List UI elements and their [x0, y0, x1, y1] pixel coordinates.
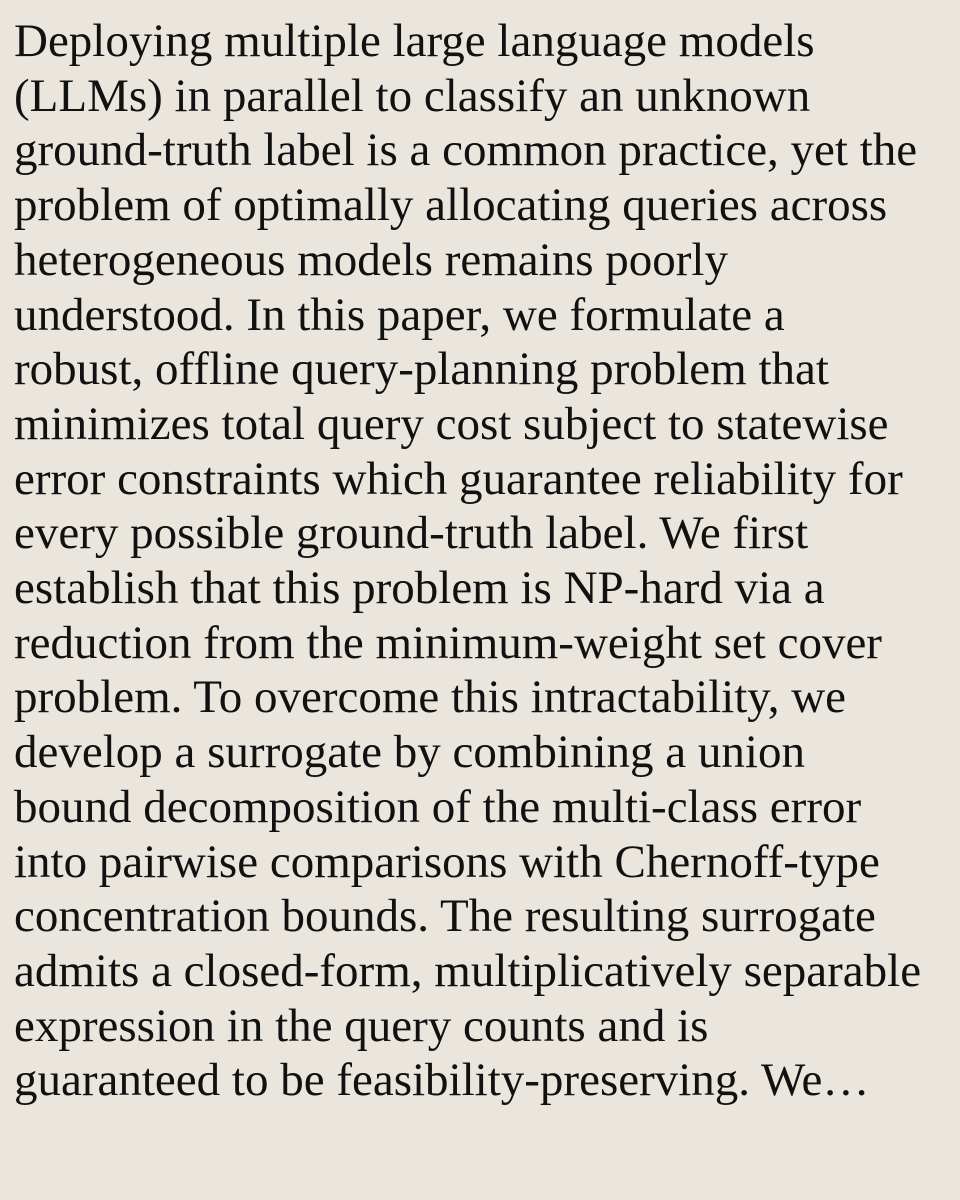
- abstract-line: problem. To overcome this intractability, we: [14, 671, 847, 724]
- abstract-line: understood. In this paper, we formulate a: [14, 288, 785, 341]
- abstract-line: develop a surrogate by combining a union: [14, 726, 805, 779]
- abstract-line: ground-truth label is a common practice, yet the: [14, 124, 918, 177]
- abstract-line: reduction from the minimum-weight set cover: [14, 616, 882, 669]
- abstract-line: into pairwise comparisons with Chernoff-type: [14, 835, 880, 888]
- abstract-line: problem of optimally allocating queries across: [14, 179, 888, 232]
- abstract-text: [14, 14, 954, 1108]
- abstract-line: (LLMs) in parallel to classify an unknown: [14, 69, 811, 122]
- abstract-line: robust, offline query-planning problem that: [14, 343, 829, 396]
- abstract-line: concentration bounds. The resulting surrogate: [14, 890, 876, 943]
- abstract-line: expression in the query counts and is: [14, 999, 709, 1052]
- abstract-line: bound decomposition of the multi-class error: [14, 780, 862, 833]
- abstract-line: error constraints which guarantee reliability for: [14, 452, 903, 505]
- abstract-line: guaranteed to be feasibility-preserving. We…: [14, 1054, 870, 1107]
- abstract-line: Deploying multiple large language models: [14, 15, 815, 67]
- abstract-line: minimizes total query cost subject to statewise: [14, 397, 889, 450]
- abstract-line: admits a closed-form, multiplicatively separable: [14, 944, 922, 997]
- abstract-line: every possible ground-truth label. We first: [14, 507, 809, 560]
- abstract-line: establish that this problem is NP-hard via a: [14, 562, 825, 615]
- abstract-line: heterogeneous models remains poorly: [14, 233, 728, 286]
